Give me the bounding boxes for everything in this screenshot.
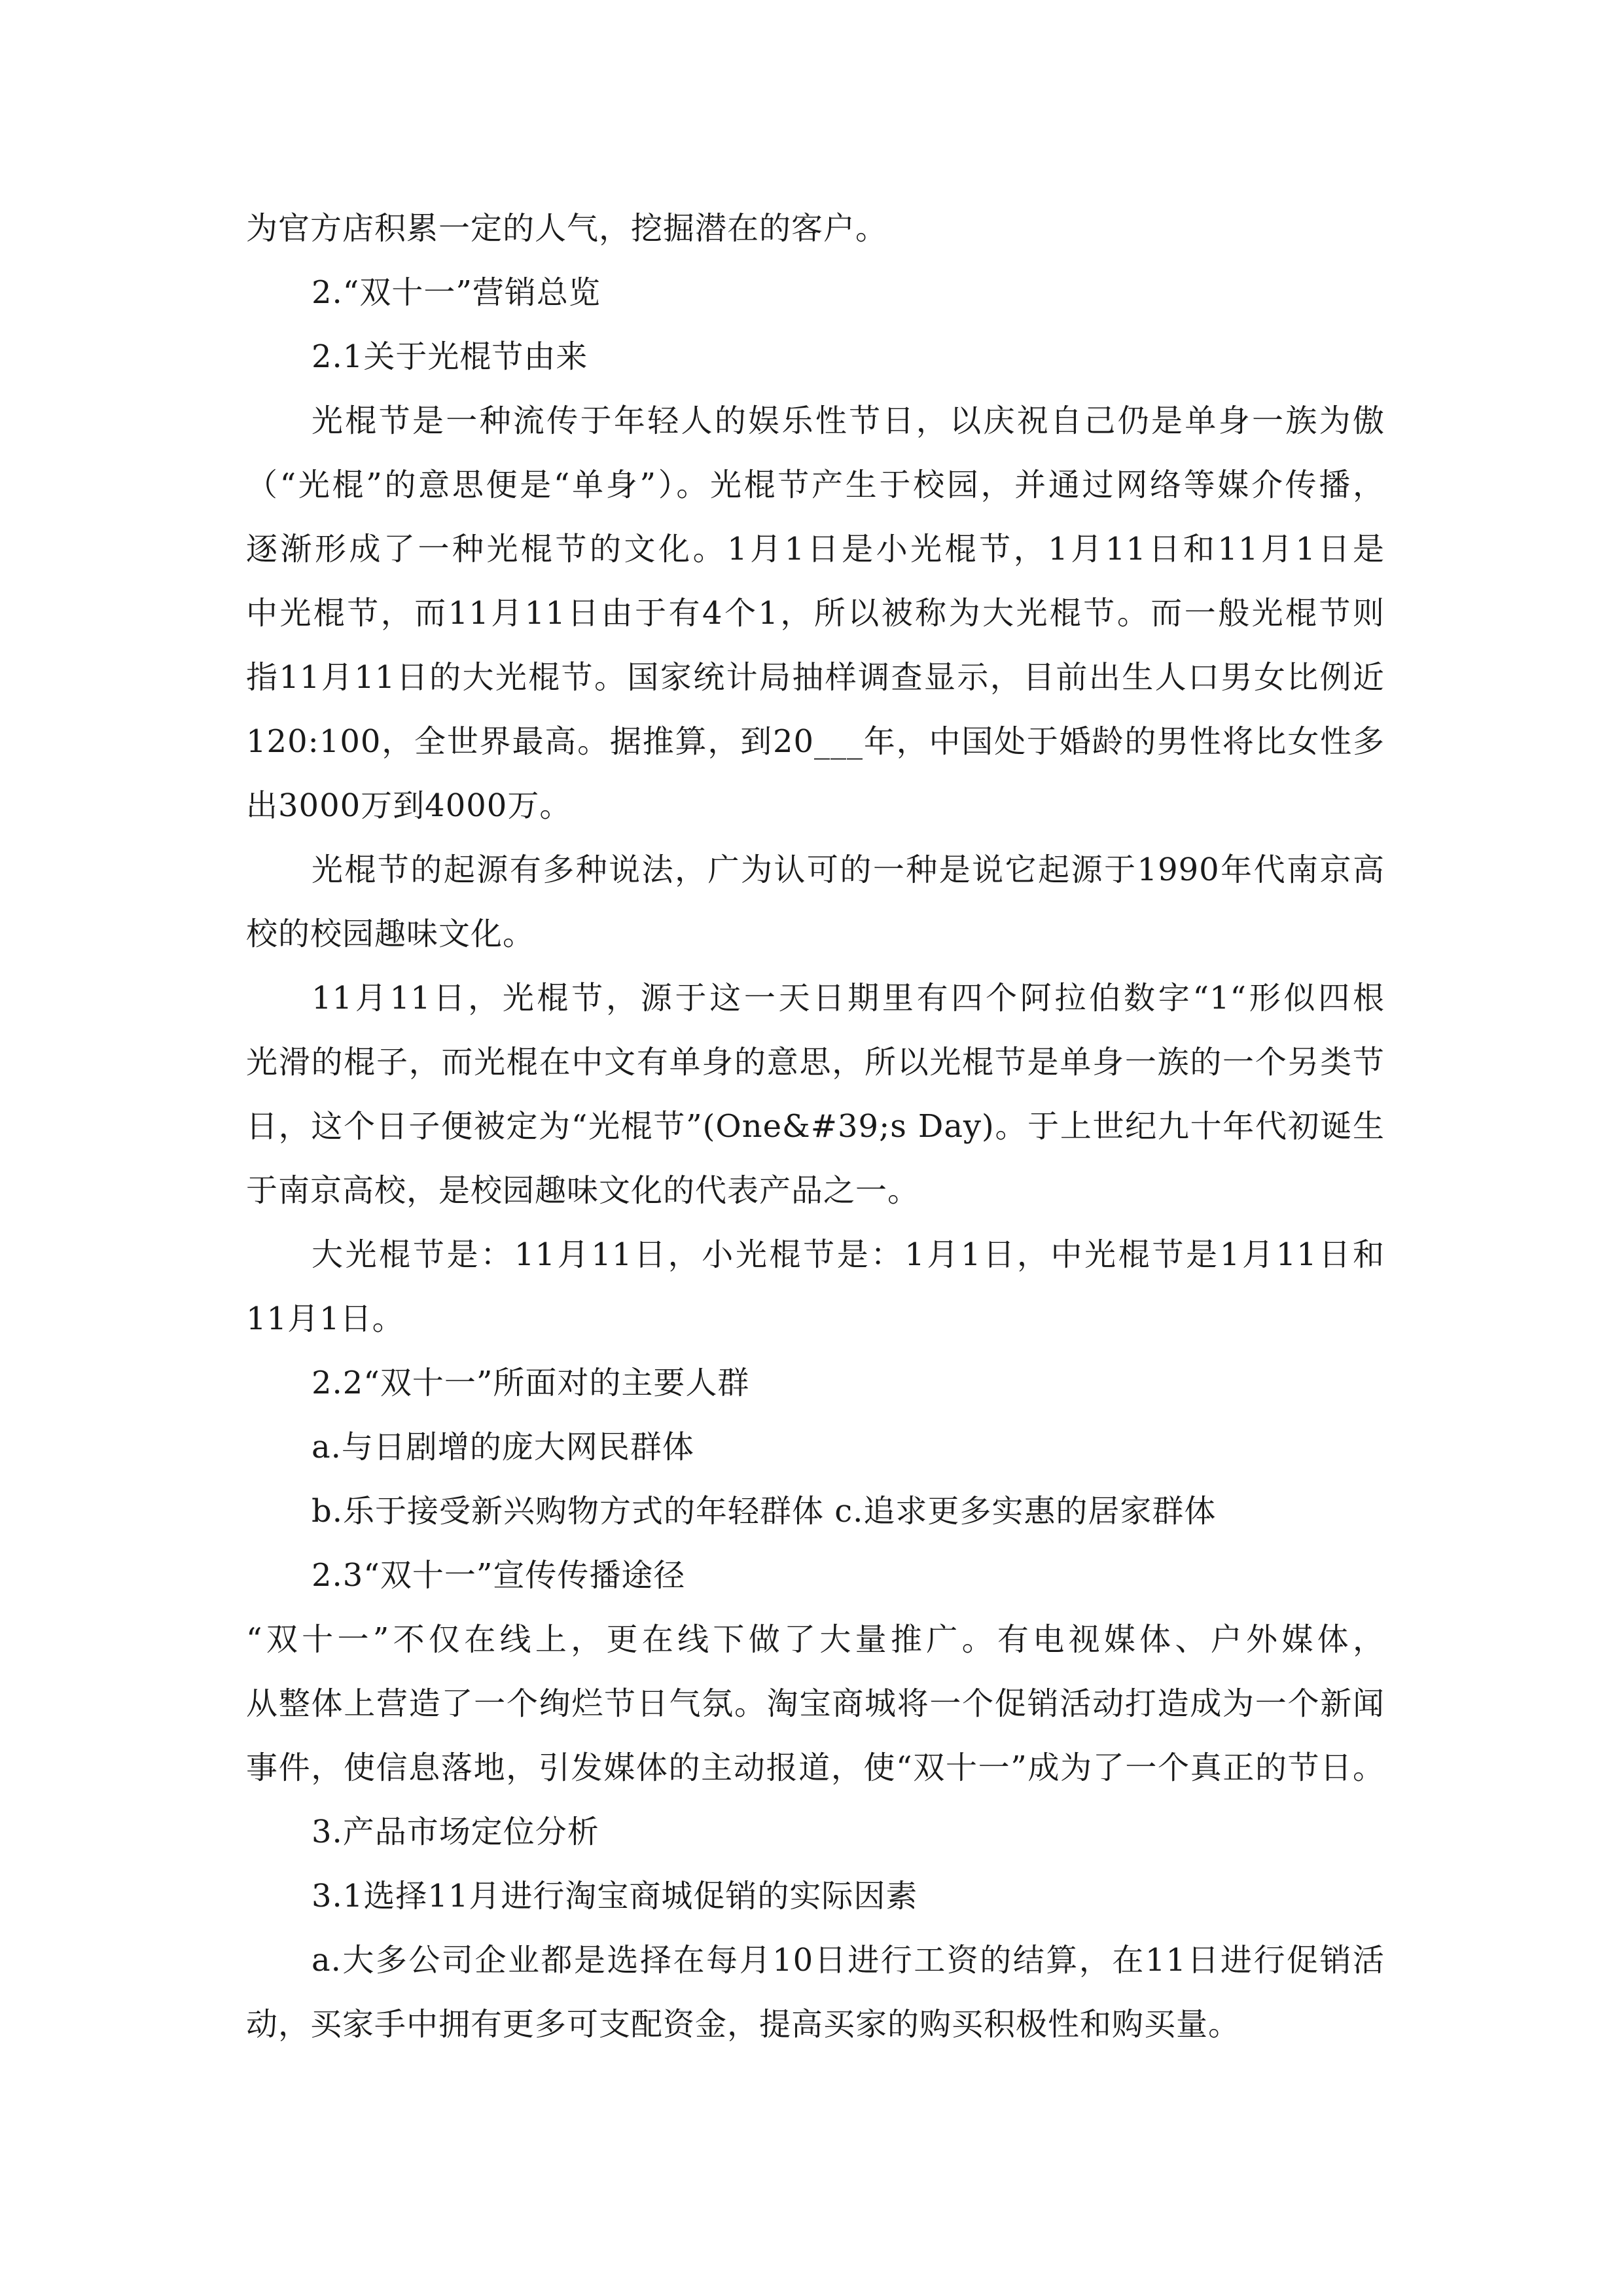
- paragraph-line: 大光棍节是：11月11日，小光棍节是：1月1日，中光棍节是1月11日和: [312, 1236, 1385, 1273]
- paragraph-line: “双十一”不仅在线上，更在线下做了大量推广。有电视媒体、户外媒体，: [246, 1621, 1385, 1658]
- list-item: a.与日剧增的庞大网民群体: [312, 1429, 694, 1465]
- paragraph-line: 光棍节的起源有多种说法，广为认可的一种是说它起源于1990年代南京高: [312, 852, 1385, 888]
- text-line: 为官方店积累一定的人气，挖掘潜在的客户。: [246, 210, 888, 247]
- paragraph-line: 日，这个日子便被定为“光棍节”(One&#39;s Day)。于上世纪九十年代初诞生: [246, 1108, 1385, 1145]
- paragraph-line: 校的校园趣味文化。: [246, 916, 535, 952]
- section-heading: 2.“双十一”营销总览: [312, 274, 601, 311]
- paragraph-line: 中光棍节，而11月11日由于有4个1，所以被称为大光棍节。而一般光棍节则: [246, 595, 1385, 632]
- subsection-heading: 2.3“双十一”宣传传播途径: [312, 1557, 686, 1594]
- paragraph-line: （“光棍”的意思便是“单身”）。光棍节产生于校园，并通过网络等媒介传播，: [246, 467, 1385, 503]
- paragraph-line: 事件，使信息落地，引发媒体的主动报道，使“双十一”成为了一个真正的节日。: [246, 1749, 1385, 1786]
- list-item: b.乐于接受新兴购物方式的年轻群体 c.追求更多实惠的居家群体: [312, 1493, 1217, 1530]
- paragraph-line: 11月11日，光棍节，源于这一天日期里有四个阿拉伯数字“1“形似四根: [312, 980, 1385, 1016]
- document-body: [246, 196, 1385, 2056]
- paragraph-line: 光滑的棍子，而光棍在中文有单身的意思，所以光棍节是单身一族的一个另类节: [246, 1044, 1385, 1081]
- paragraph-line: 动，买家手中拥有更多可支配资金，提高买家的购买积极性和购买量。: [246, 2006, 1241, 2043]
- paragraph-line: 11月1日。: [246, 1300, 404, 1337]
- subsection-heading: 2.2“双十一”所面对的主要人群: [312, 1365, 750, 1401]
- paragraph-line: a.大多公司企业都是选择在每月10日进行工资的结算，在11日进行促销活: [312, 1942, 1385, 1979]
- paragraph-line: 指11月11日的大光棍节。国家统计局抽样调查显示，目前出生人口男女比例近: [246, 659, 1385, 696]
- paragraph-line: 120:100，全世界最高。据推算，到20___年，中国处于婚龄的男性将比女性多: [246, 723, 1385, 760]
- paragraph-line: 光棍节是一种流传于年轻人的娱乐性节日，以庆祝自己仍是单身一族为傲: [312, 403, 1385, 439]
- section-heading: 3.产品市场定位分析: [312, 1814, 599, 1850]
- subsection-heading: 3.1选择11月进行淘宝商城促销的实际因素: [312, 1878, 918, 1914]
- paragraph-line: 出3000万到4000万。: [246, 787, 572, 824]
- subsection-heading: 2.1关于光棍节由来: [312, 338, 588, 375]
- paragraph-line: 逐渐形成了一种光棍节的文化。1月1日是小光棍节，1月11日和11月1日是: [246, 531, 1385, 567]
- paragraph-line: 于南京高校，是校园趣味文化的代表产品之一。: [246, 1172, 920, 1209]
- paragraph-line: 从整体上营造了一个绚烂节日气氛。淘宝商城将一个促销活动打造成为一个新闻: [246, 1685, 1385, 1722]
